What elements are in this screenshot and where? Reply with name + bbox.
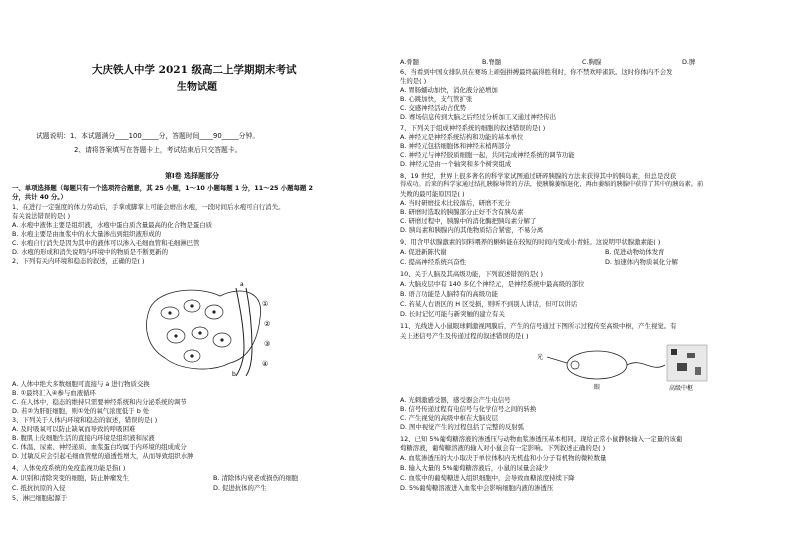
- option: A. 及时吸氧可以防止缺氧而导致的呼吸困难: [12, 425, 136, 433]
- label-4: ④: [262, 360, 269, 368]
- instructions-line-1: 一、单项选择题（每题只有一个选项符合题意，其 25 小题，1～10 小题每题 1 分，11～25 小题每题 2: [12, 184, 313, 192]
- option: B. 研磨时选取的胰腺部分正好不含有胰岛素: [400, 208, 524, 216]
- option: B. 促进动物幼体发育: [605, 248, 665, 256]
- option: B. 语言功能是人脑特有的高级功能: [400, 290, 498, 298]
- cell-nucleus: [190, 304, 193, 307]
- question-stem: 12、已知 5%葡萄糖溶液的渗透压与动物血浆渗透压基本相同。现给正常小鼠静脉输入一定量的该葡: [400, 435, 683, 443]
- option: B.脊髓: [482, 58, 502, 66]
- question-stem: 失败的最可能原因是( ): [400, 190, 465, 198]
- option: D. 加速体内物质氧化分解: [605, 258, 678, 266]
- image-texture: [671, 349, 677, 355]
- option: A. 促进新陈代谢: [400, 248, 447, 256]
- cell-nucleus: [220, 338, 223, 341]
- question-stem: 3、下列关于人体内环境和稳态的叙述，错误的是( ): [12, 416, 158, 424]
- option: B. 神经元包括细胞体和神经末梢两部分: [400, 142, 511, 150]
- option: A. 光刺激感受器，感受器会产生电信号: [400, 396, 511, 404]
- image-texture: [695, 367, 701, 375]
- option: D. 5%葡萄糖溶液进入血浆中会影响细胞内液的渗透压: [400, 484, 554, 492]
- cell-nucleus: [190, 354, 193, 357]
- section-heading: 第Ⅰ卷 选择题部分: [165, 172, 220, 180]
- option: A. 神经元是神经系统结构和功能的基本单位: [400, 133, 524, 141]
- option: C. 交感神经活动占优势: [400, 104, 467, 112]
- option: A. 胃肠蠕动加快，消化液分泌增加: [400, 86, 498, 94]
- image-texture: [677, 363, 687, 371]
- option: B. 水疱主要是由血浆中的水大量渗出到组织液形成的: [12, 230, 162, 238]
- question-stem: 8、19 世纪，世界上很多著名的科学家试图通过研碎胰腺的方法来获得其中的胰岛素，但总是没获: [400, 172, 677, 180]
- option: A. 血浆渗透压的大小取决于单位体积内无机盐和小分子有机物的微粒数量: [400, 454, 607, 462]
- eye-shape: [567, 351, 627, 379]
- option: D. 图中视觉产生的过程包括了完整的反射弧: [400, 423, 525, 431]
- option: C. 若某人右语区的 H 区受损，则听不到别人讲话，但可以讲话: [400, 300, 578, 308]
- label-1: ①: [262, 300, 269, 308]
- option: C.胸腺: [582, 58, 602, 66]
- question-4-stem: 4、人体免疫系统的免疫监视功能是指( ): [12, 464, 126, 472]
- option: D. 赛场信息传到大脑之后经过分析加工又通过神经传出: [400, 113, 556, 121]
- option: C. 抵抗抗原的入侵: [12, 484, 66, 492]
- option: D. 神经元是由一个轴突和多个树突组成: [400, 160, 512, 168]
- question-stem: 9、用含甲状腺激素的饲料喂养的蝌蚪能在较短的时间内变成小青蛙。这说明甲状腺激素能( ): [400, 238, 661, 246]
- cell-nucleus: [198, 331, 201, 334]
- question-stem: 11、光线进入小鼠眼球刺激视网膜后，产生的信号通过下图所示过程传至高级中枢，产生视觉。有: [400, 322, 677, 330]
- option: B. ①最终汇入④参与血液循环: [12, 389, 96, 397]
- option: C. 产生视觉的高级中枢在大脑皮层: [400, 414, 498, 422]
- option: C. 研磨过程中，胰腺中的消化酶把胰岛素分解了: [400, 217, 537, 225]
- option: B. 输入大量的 5%葡萄糖溶液后，小鼠的尿量会减少: [400, 464, 549, 472]
- option: D. 促进抗体的产生: [213, 484, 267, 492]
- label-a: a: [240, 281, 244, 288]
- question-stem: 1、在进行一定强度的体力劳动后，手掌或脚掌上可能会磨出水疱，一段时间后水疱可自行消失。: [12, 203, 285, 211]
- label-b: b: [232, 371, 236, 378]
- cell-nucleus: [212, 310, 215, 313]
- instructions-line-2: 分，共计 40 分。）: [12, 193, 67, 201]
- eye-label: 眼: [594, 384, 601, 391]
- option: D. 水疱的形成和消失说明内环境中的物质是不断更新的: [12, 248, 168, 256]
- option: D. 长时记忆可能与新突触的建立有关: [400, 310, 505, 318]
- question-stem: 有关说法错误的是( ): [12, 212, 71, 220]
- question-stem: 得成功。后来的科学家通过结扎胰腺导管的方法，使胰腺萎缩退化，再由萎缩的胰腺中获得了其中的胰岛素。前: [400, 181, 704, 188]
- question-stem: 7、下列关于组成神经系统的细胞的叙述错误的是( ): [400, 124, 546, 132]
- question-stem: 10、关于人脑及其高级功能，下列叙述错误的是( ): [400, 270, 543, 278]
- exam-subtitle: 生物试题: [177, 82, 217, 93]
- center-label: 高级中枢: [669, 385, 694, 392]
- nerve-pathway: [627, 363, 665, 368]
- option: A.骨髓: [400, 58, 420, 66]
- option: C. 提高神经系统兴奋性: [400, 258, 467, 266]
- capillary-vessel: [236, 288, 244, 376]
- option: D. 过敏反应会引起毛细血管壁的通透性增大，从而导致组织水肿: [12, 452, 194, 460]
- visual-pathway-figure: [537, 343, 737, 393]
- option: C. 神经元与神经胶质细胞一起，共同完成神经系统的调节功能: [400, 151, 575, 159]
- option: B. 清除体内衰老或损伤的细胞: [213, 474, 299, 482]
- option: C. 体温、尿素、神经递质、血浆蛋白均属于内环境的组成成分: [12, 443, 187, 451]
- option: B. 心跳加快，支气管扩张: [400, 95, 473, 103]
- label-3: ③: [264, 340, 271, 348]
- question-stem: 生的是( ): [400, 77, 427, 85]
- option: A. 识别和清除突变的细胞，防止肿瘤发生: [12, 474, 129, 482]
- option: D. 胰岛素和胰腺内的其他物质结合紧密，不易分离: [400, 226, 544, 234]
- option: A. 人体中绝大多数细胞可直接与 a 进行物质交换: [12, 380, 150, 388]
- option: C. 在人体中，稳态的维持只需要神经系统和内分泌系统的调节: [12, 398, 187, 406]
- question-stem: 萄糖溶液，葡萄糖溶液的输入对小鼠会有一定影响。下列叙述正确的是( ): [400, 444, 606, 452]
- light-label: 光: [537, 354, 544, 361]
- option: D. 若②为肝脏细胞，则①处的氧气浓度低于 b 处: [12, 407, 150, 415]
- option: C. 水疱自行消失是因为其中的液体可以渗入毛细血管和毛细淋巴管: [12, 239, 200, 247]
- capillary-vessel: [246, 288, 252, 376]
- exam-note-2: 2、请将答案填写在答题卡上，考试结束后只交答题卡。: [74, 146, 242, 154]
- cell-nucleus: [174, 334, 177, 337]
- exam-note-1: 试题说明：1、本试题满分____100_____分，答题时间____90_____分钟。: [36, 132, 260, 140]
- exam-title: 大庆铁人中学 2021 级高二上学期期末考试: [92, 64, 297, 76]
- image-texture: [687, 353, 695, 358]
- question-stem: 6、当看到中国女排队员在赛场上顽强拼搏最终赢得胜利时，你不禁欢呼雀跃。这时你体内不会发: [400, 68, 673, 76]
- option: A. 当时研磨技术比较落后，研磨不充分: [400, 199, 511, 207]
- light-arrow: [547, 357, 567, 363]
- option: C. 血浆中的葡萄糖进入组织细胞中，会导致血糖浓度持续下降: [400, 474, 575, 482]
- option: D.脾: [682, 58, 696, 66]
- cell-nucleus: [168, 311, 171, 314]
- right-column: [397, 0, 794, 560]
- tissue-diagram: [140, 278, 280, 378]
- option: B. 信号传递过程有电信号与化学信号之间的转换: [400, 405, 537, 413]
- option: A. 大脑皮层中有 140 多亿个神经元，是神经系统中最高级的部位: [400, 280, 585, 288]
- pupil-shape: [571, 361, 579, 369]
- question-5-stem: 5、淋巴细胞起源于: [12, 494, 68, 502]
- question-stem: 关上述信号产生及传递过程的叙述错误的是( ): [400, 332, 529, 340]
- option: B. 腹肌上皮细胞生活的直接内环境是组织液和尿液: [12, 434, 155, 442]
- question-2-stem: 2、下列有关内环境和稳态的叙述，正确的是( ): [12, 257, 145, 265]
- label-2: ②: [264, 320, 271, 328]
- option: A. 水疱中液体主要是组织液，水疱中蛋白质含量最高的化合物是蛋白质: [12, 221, 213, 229]
